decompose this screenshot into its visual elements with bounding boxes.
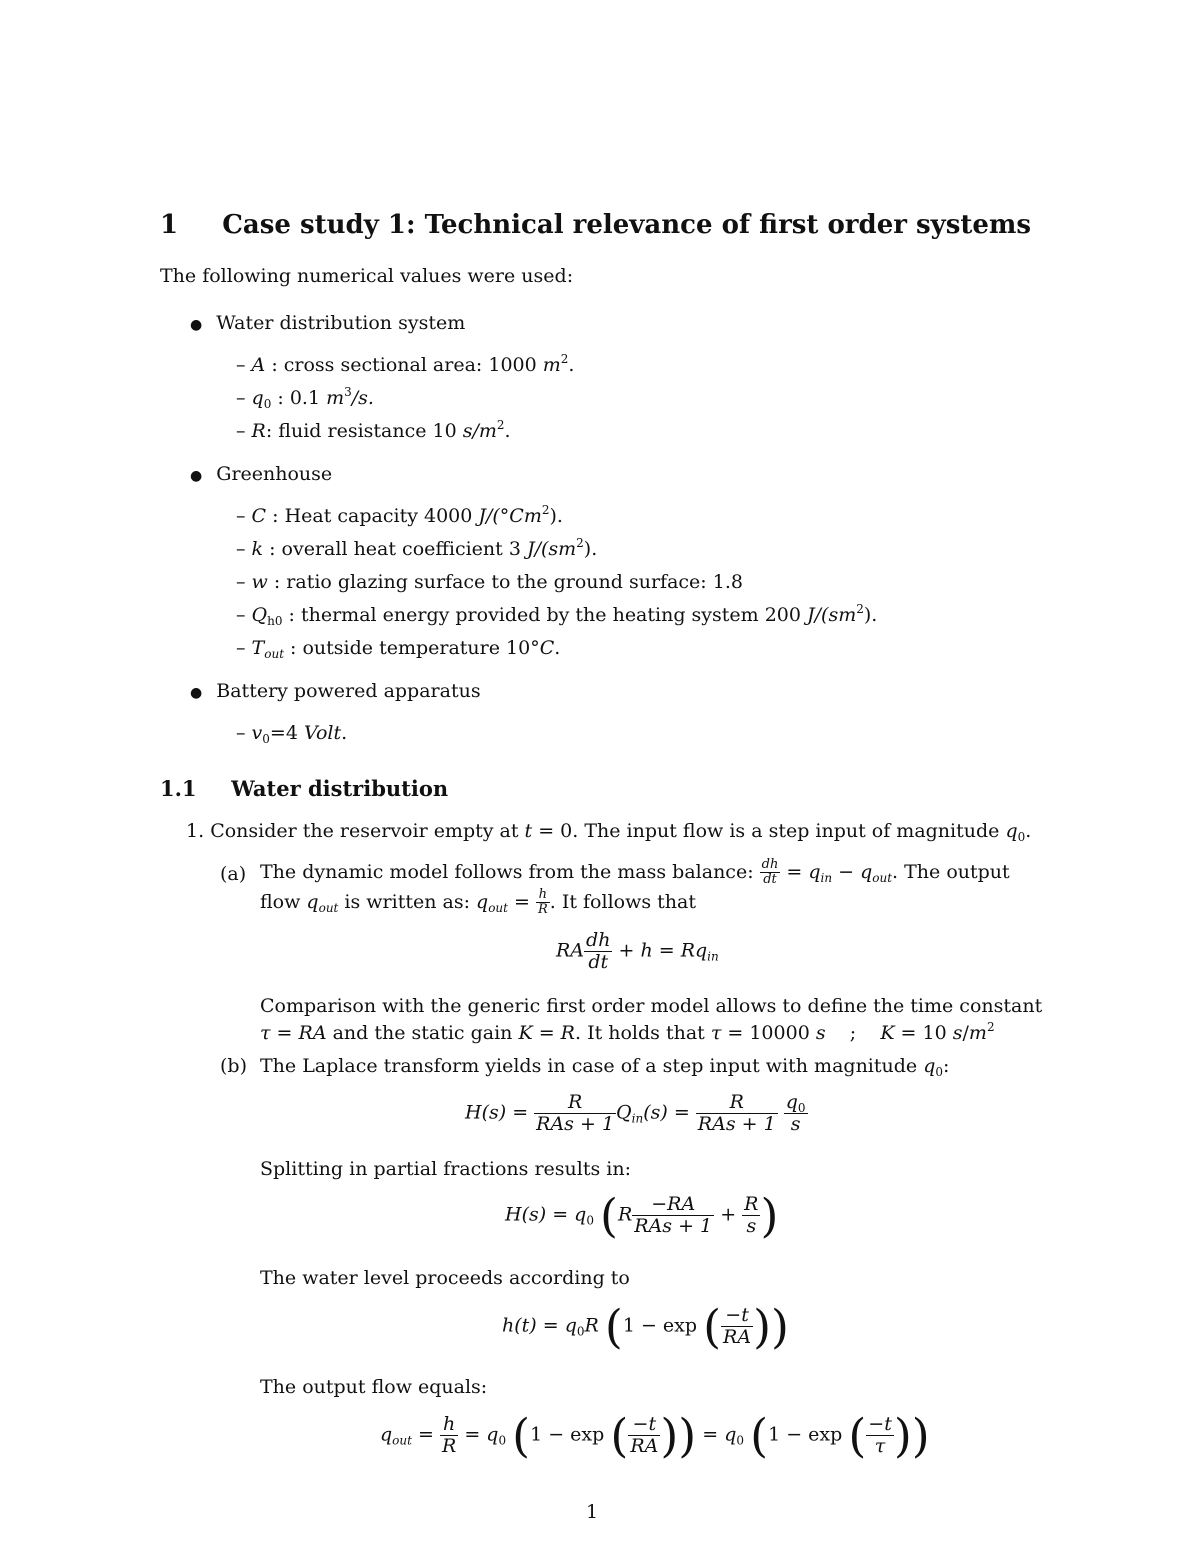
group-water: [190, 311, 465, 337]
part-b-split: Splitting in partial fractions results in:: [260, 1158, 631, 1180]
intro-text: The following numerical values were used:: [160, 265, 574, 287]
list-item: – $q_0$ : 0.1 $m^3/s$.: [236, 385, 374, 411]
part-a-line1: The dynamic model follows from the mass balance: $\frac{dh}{dt}$ = $q_{in} - q_{out}$. The output: [260, 857, 1010, 888]
part-b-outflow: The output flow equals:: [260, 1376, 488, 1398]
part-b-label: (b): [220, 1055, 247, 1077]
equation-partial-fractions: $H(s) = q_0$ (R $\frac{-RA}{\text{RAs + 1}}$ + $\frac{R}{s}$ ): [505, 1188, 779, 1243]
list-item: – $v_0=4$ Volt.: [236, 722, 348, 746]
bullet-icon: ●: [190, 685, 203, 701]
group-title: Battery powered apparatus: [216, 680, 481, 702]
subsection-number: 1.1: [160, 776, 197, 801]
list-item: – A : cross sectional area: 1000 $m^2$.: [236, 352, 575, 376]
bullet-icon: ●: [190, 468, 203, 484]
part-a-constants: τ = RA and the static gain K = R. It holds that τ = 10000 s ; K = 10 $s/m^2$: [260, 1020, 995, 1044]
part-a-label: (a): [220, 863, 247, 885]
list-item: – C : Heat capacity 4000 J/(°Cm$^2$).: [236, 503, 563, 527]
equation-level: $h(t) = q_0R$ (1 − exp ( $\frac{-t}{RA}$ )): [502, 1299, 789, 1354]
subsection-title: Water distribution: [231, 776, 449, 801]
list-item: – R: fluid resistance 10 $s/m^2$.: [236, 418, 511, 442]
equation-model: RA $\frac{dh}{dt}$ + $h = Rq_{in}$: [556, 929, 719, 973]
section-heading: [160, 210, 1031, 240]
group-battery: [190, 679, 481, 705]
section-title: Case study 1: Technical relevance of first order systems: [222, 210, 1032, 240]
group-title: Water distribution system: [216, 312, 466, 334]
group-title: Greenhouse: [216, 463, 333, 485]
list-item: – $T_{out}$ : outside temperature 10°C.: [236, 637, 561, 661]
group-greenhouse: [190, 462, 332, 488]
equation-laplace: H(s) = $\frac{R}{\text{RAs + 1}}$ $Q_{in}(s)$ = $\frac{R}{\text{RAs + 1}}$ $\frac{q_0}{s}$: [465, 1091, 806, 1135]
list-item: – w : ratio glazing surface to the ground surface: 1.8: [236, 571, 743, 593]
equation-outflow: $q_{out}$ = $\frac{h}{R}$ = $q_0$ (1 − exp ( $\frac{-t}{RA}$ )) = $q_0$ (1 − exp ( $\frac{-t}{\tau}$ )): [380, 1408, 930, 1463]
part-b-intro: The Laplace transform yields in case of a step input with magnitude $q_0$:: [260, 1055, 950, 1079]
page-number: 1: [586, 1501, 599, 1523]
subsection-heading: [160, 776, 448, 801]
part-b-level: The water level proceeds according to: [260, 1267, 630, 1289]
enum-item-1: 1. Consider the reservoir empty at t = 0. The input flow is a step input of magnitude $q_0$.: [186, 820, 1032, 844]
part-a-line2: flow $q_{out}$ is written as: $q_{out}$ = $\frac{h}{R}$ . It follows that: [260, 887, 696, 918]
section-number: 1: [160, 210, 179, 240]
part-a-comparison: Comparison with the generic first order model allows to define the time constant: [260, 995, 1043, 1017]
list-item: – $Q_{h0}$ : thermal energy provided by the heating system 200 $J/(sm^2)$.: [236, 602, 878, 628]
list-item: – k : overall heat coefficient 3 $J/(sm^2)$.: [236, 536, 598, 560]
bullet-icon: ●: [190, 317, 203, 333]
